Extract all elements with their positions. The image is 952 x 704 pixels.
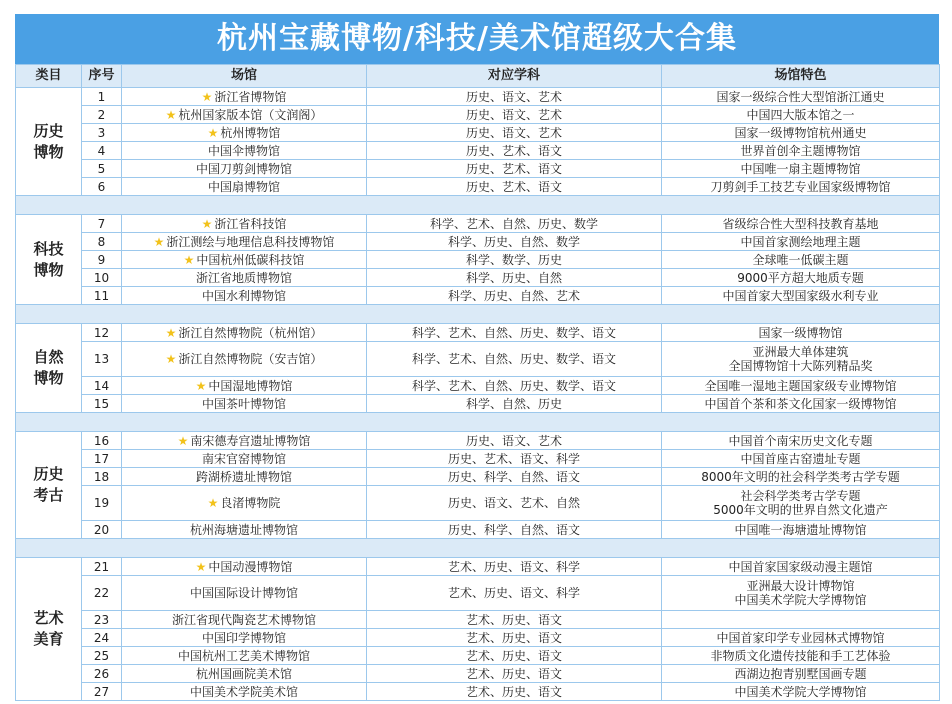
star-icon: ★ — [165, 325, 177, 340]
table-row — [16, 576, 940, 611]
features-cell — [662, 178, 940, 196]
features-cell — [662, 665, 940, 683]
table-row — [16, 432, 940, 450]
subjects-cell: 科学、艺术、自然、历史、数学 — [367, 215, 662, 233]
venue-name: 中国杭州工艺美术博物馆 — [177, 648, 310, 663]
feature-line: 社会科学类考古学专题 — [740, 489, 861, 503]
feature-line: 9000平方超大地质专题 — [737, 270, 864, 285]
features-cell — [662, 683, 940, 701]
star-icon: ★ — [153, 234, 165, 249]
table-row — [16, 665, 940, 683]
venue-cell — [122, 287, 367, 305]
feature-line: 中国美术学院大学博物馆 — [734, 593, 867, 607]
table-row — [16, 215, 940, 233]
category-label: 自然 — [33, 348, 64, 366]
venue-cell — [122, 629, 367, 647]
table-body — [16, 88, 940, 701]
header-row — [16, 65, 940, 88]
feature-line: 亚洲最大设计博物馆 — [746, 579, 855, 593]
venue-name: 中国伞博物馆 — [207, 143, 280, 158]
subjects-cell: 历史、语文、艺术 — [367, 124, 662, 142]
venue-name: 中国刀剪剑博物馆 — [195, 161, 292, 176]
venue-name: 中国茶叶博物馆 — [201, 396, 286, 411]
star-icon: ★ — [207, 496, 219, 510]
row-number: 22 — [82, 576, 122, 611]
feature-line: 世界首创伞主题博物馆 — [740, 143, 861, 158]
group-separator — [16, 539, 940, 558]
subjects-cell: 艺术、历史、语文 — [367, 665, 662, 683]
feature-line: 中国首个南宋历史文化专题 — [728, 433, 873, 448]
venue-name: 浙江省现代陶瓷艺术博物馆 — [171, 612, 316, 627]
category-label: 考古 — [33, 486, 64, 504]
venue-cell — [122, 251, 367, 269]
subjects-cell: 艺术、历史、语文 — [367, 647, 662, 665]
table-row — [16, 611, 940, 629]
venue-cell — [122, 269, 367, 287]
row-number: 16 — [82, 432, 122, 450]
feature-line: 中国首家测绘地理主题 — [740, 234, 861, 249]
subjects-cell: 历史、艺术、语文、科学 — [367, 450, 662, 468]
star-icon: ★ — [165, 107, 177, 122]
table-row — [16, 377, 940, 395]
features-cell — [662, 611, 940, 629]
category-cell — [16, 215, 82, 305]
table-row — [16, 287, 940, 305]
separator-cell — [16, 539, 940, 558]
row-number: 6 — [82, 178, 122, 196]
features-cell — [662, 160, 940, 178]
row-number: 24 — [82, 629, 122, 647]
table-row — [16, 450, 940, 468]
features-cell — [662, 251, 940, 269]
category-label: 美育 — [33, 630, 64, 648]
venue-name: 浙江省地质博物馆 — [195, 270, 292, 285]
row-number: 9 — [82, 251, 122, 269]
subjects-cell: 科学、历史、自然 — [367, 269, 662, 287]
features-cell — [662, 432, 940, 450]
subjects-cell: 历史、艺术、语文 — [367, 142, 662, 160]
feature-line: 西湖边抱青别墅国画专题 — [734, 666, 867, 681]
star-icon: ★ — [195, 559, 207, 574]
venue-cell — [122, 88, 367, 106]
feature-line: 省级综合性大型科技教育基地 — [722, 216, 879, 231]
header-category: 类目 — [16, 65, 82, 88]
table-row — [16, 558, 940, 576]
feature-line: 中国四大版本馆之一 — [746, 107, 855, 122]
category-label: 博物 — [33, 142, 64, 161]
row-number: 17 — [82, 450, 122, 468]
subjects-cell: 科学、历史、自然、艺术 — [367, 287, 662, 305]
venue-name: 中国杭州低碳科技馆 — [196, 252, 305, 267]
features-cell — [662, 269, 940, 287]
venue-cell — [122, 106, 367, 124]
feature-line: 国家一级综合性大型馆浙江通史 — [716, 89, 885, 104]
venue-name: 杭州海塘遗址博物馆 — [189, 522, 298, 537]
subjects-cell: 科学、历史、自然、数学 — [367, 233, 662, 251]
group-separator — [16, 196, 940, 215]
venue-name: 中国动漫博物馆 — [208, 559, 293, 574]
features-cell — [662, 468, 940, 486]
subjects-cell: 历史、科学、自然、语文 — [367, 521, 662, 539]
venue-name: 中国国际设计博物馆 — [189, 586, 298, 600]
page-title: 杭州宝藏博物/科技/美术馆超级大合集 — [15, 14, 939, 64]
table-row — [16, 324, 940, 342]
star-icon: ★ — [165, 352, 177, 366]
venue-name: 中国湿地博物馆 — [208, 378, 293, 393]
separator-cell — [16, 305, 940, 324]
feature-line: 全国博物馆十大陈列精品奖 — [728, 359, 873, 373]
category-label: 博物 — [33, 260, 64, 279]
venue-cell — [122, 160, 367, 178]
subjects-cell: 艺术、历史、语文、科学 — [367, 576, 662, 611]
feature-line: 全国唯一湿地主题国家级专业博物馆 — [704, 378, 897, 393]
venue-name: 中国水利博物馆 — [201, 288, 286, 303]
subjects-cell: 艺术、历史、语文 — [367, 611, 662, 629]
venue-cell — [122, 558, 367, 576]
feature-line: 5000年文明的世界自然文化遗产 — [713, 503, 888, 517]
feature-line: 中国美术学院大学博物馆 — [734, 684, 867, 699]
venue-cell — [122, 432, 367, 450]
feature-line: 中国首家印学专业园林式博物馆 — [716, 630, 885, 645]
features-cell — [662, 124, 940, 142]
venue-cell — [122, 683, 367, 701]
category-label: 历史 — [33, 465, 64, 483]
star-icon: ★ — [201, 89, 213, 104]
row-number: 20 — [82, 521, 122, 539]
venue-name: 跨湖桥遗址博物馆 — [195, 469, 292, 484]
row-number: 15 — [82, 395, 122, 413]
row-number: 18 — [82, 468, 122, 486]
table-row — [16, 251, 940, 269]
table-row — [16, 647, 940, 665]
subjects-cell: 科学、艺术、自然、历史、数学、语文 — [367, 377, 662, 395]
venue-cell — [122, 233, 367, 251]
feature-line: 亚洲最大单体建筑 — [752, 345, 849, 359]
feature-line: 国家一级博物馆杭州通史 — [734, 125, 867, 140]
venue-cell — [122, 324, 367, 342]
row-number: 3 — [82, 124, 122, 142]
feature-line: 8000年文明的社会科学类考古学专题 — [701, 469, 900, 484]
table-row — [16, 124, 940, 142]
subjects-cell: 艺术、历史、语文、科学 — [367, 558, 662, 576]
venue-name: 浙江测绘与地理信息科技博物馆 — [166, 234, 335, 249]
row-number: 21 — [82, 558, 122, 576]
category-cell — [16, 558, 82, 701]
table-row — [16, 106, 940, 124]
header-number: 序号 — [82, 65, 122, 88]
venue-cell — [122, 377, 367, 395]
features-cell — [662, 486, 940, 521]
star-icon: ★ — [201, 216, 213, 231]
subjects-cell: 艺术、历史、语文 — [367, 683, 662, 701]
features-cell — [662, 450, 940, 468]
row-number: 10 — [82, 269, 122, 287]
venue-name: 中国美术学院美术馆 — [189, 684, 298, 699]
separator-cell — [16, 413, 940, 432]
feature-line: 非物质文化遗传技能和手工艺体验 — [710, 648, 891, 663]
subjects-cell: 科学、自然、历史 — [367, 395, 662, 413]
museum-table — [15, 64, 940, 701]
table-row — [16, 233, 940, 251]
row-number: 19 — [82, 486, 122, 521]
table-row — [16, 178, 940, 196]
subjects-cell: 艺术、历史、语文 — [367, 629, 662, 647]
features-cell — [662, 233, 940, 251]
features-cell — [662, 324, 940, 342]
subjects-cell: 历史、科学、自然、语文 — [367, 468, 662, 486]
table-row — [16, 342, 940, 377]
feature-line: 中国首家国家级动漫主题馆 — [728, 559, 873, 574]
venue-cell — [122, 521, 367, 539]
star-icon: ★ — [183, 252, 195, 267]
row-number: 27 — [82, 683, 122, 701]
star-icon: ★ — [177, 433, 189, 448]
subjects-cell: 历史、语文、艺术、自然 — [367, 486, 662, 521]
feature-line: 全球唯一低碳主题 — [752, 252, 849, 267]
venue-name: 中国印学博物馆 — [201, 630, 286, 645]
venue-cell — [122, 142, 367, 160]
venue-name: 杭州国家版本馆（文润阁） — [178, 107, 323, 122]
venue-cell — [122, 178, 367, 196]
row-number: 12 — [82, 324, 122, 342]
venue-cell — [122, 647, 367, 665]
subjects-cell: 科学、艺术、自然、历史、数学、语文 — [367, 342, 662, 377]
table-row — [16, 629, 940, 647]
feature-line: 中国首座古窑遗址专题 — [740, 451, 861, 466]
table-row — [16, 521, 940, 539]
features-cell — [662, 106, 940, 124]
row-number: 7 — [82, 215, 122, 233]
venue-cell — [122, 486, 367, 521]
venue-cell — [122, 342, 367, 377]
features-cell — [662, 647, 940, 665]
features-cell — [662, 629, 940, 647]
venue-name: 南宋德寿宫遗址博物馆 — [190, 433, 311, 448]
venue-name: 中国扇博物馆 — [207, 179, 280, 194]
venue-cell — [122, 576, 367, 611]
table-row — [16, 269, 940, 287]
header-features: 场馆特色 — [662, 65, 940, 88]
features-cell — [662, 287, 940, 305]
venue-cell — [122, 665, 367, 683]
table-row — [16, 395, 940, 413]
table-row — [16, 142, 940, 160]
features-cell — [662, 377, 940, 395]
separator-cell — [16, 196, 940, 215]
category-label: 科技 — [33, 239, 64, 258]
venue-name: 浙江自然博物院（杭州馆） — [178, 325, 323, 340]
features-cell — [662, 558, 940, 576]
venue-cell — [122, 450, 367, 468]
star-icon: ★ — [207, 125, 219, 140]
venue-name: 浙江省博物馆 — [214, 89, 287, 104]
features-cell — [662, 395, 940, 413]
subjects-cell: 历史、艺术、语文 — [367, 178, 662, 196]
category-cell — [16, 88, 82, 196]
features-cell — [662, 342, 940, 377]
venue-cell — [122, 468, 367, 486]
feature-line: 国家一级博物馆 — [758, 325, 843, 340]
feature-line: 刀剪剑手工技艺专业国家级博物馆 — [710, 179, 891, 194]
row-number: 4 — [82, 142, 122, 160]
venue-cell — [122, 124, 367, 142]
subjects-cell: 科学、数学、历史 — [367, 251, 662, 269]
category-cell — [16, 432, 82, 539]
subjects-cell: 历史、语文、艺术 — [367, 432, 662, 450]
venue-name: 杭州国画院美术馆 — [195, 666, 292, 681]
feature-line: 中国唯一扇主题博物馆 — [740, 161, 861, 176]
subjects-cell: 科学、艺术、自然、历史、数学、语文 — [367, 324, 662, 342]
row-number: 14 — [82, 377, 122, 395]
features-cell — [662, 215, 940, 233]
row-number: 13 — [82, 342, 122, 377]
category-label: 历史 — [33, 121, 64, 140]
header-venue: 场馆 — [122, 65, 367, 88]
venue-name: 浙江省科技馆 — [214, 216, 287, 231]
row-number: 25 — [82, 647, 122, 665]
table-row — [16, 468, 940, 486]
row-number: 11 — [82, 287, 122, 305]
table-row — [16, 683, 940, 701]
row-number: 5 — [82, 160, 122, 178]
venue-name: 杭州博物馆 — [220, 125, 281, 140]
features-cell — [662, 88, 940, 106]
features-cell — [662, 142, 940, 160]
group-separator — [16, 305, 940, 324]
venue-name: 浙江自然博物院（安吉馆） — [178, 352, 323, 366]
row-number: 8 — [82, 233, 122, 251]
category-label: 博物 — [33, 369, 64, 387]
row-number: 2 — [82, 106, 122, 124]
venue-cell — [122, 395, 367, 413]
row-number: 1 — [82, 88, 122, 106]
table-row — [16, 160, 940, 178]
subjects-cell: 历史、艺术、语文 — [367, 160, 662, 178]
table-row — [16, 88, 940, 106]
venue-name: 南宋官窑博物馆 — [201, 451, 286, 466]
row-number: 23 — [82, 611, 122, 629]
venue-cell — [122, 611, 367, 629]
venue-cell — [122, 215, 367, 233]
category-label: 艺术 — [33, 609, 64, 627]
row-number: 26 — [82, 665, 122, 683]
features-cell — [662, 521, 940, 539]
group-separator — [16, 413, 940, 432]
feature-line: 中国首家大型国家级水利专业 — [722, 288, 879, 303]
feature-line: 中国首个茶和茶文化国家一级博物馆 — [704, 396, 897, 411]
subjects-cell: 历史、语文、艺术 — [367, 106, 662, 124]
venue-name: 良渚博物院 — [220, 496, 281, 510]
category-cell — [16, 324, 82, 413]
subjects-cell: 历史、语文、艺术 — [367, 88, 662, 106]
feature-line: 中国唯一海塘遗址博物馆 — [734, 522, 867, 537]
table-row — [16, 486, 940, 521]
header-subjects: 对应学科 — [367, 65, 662, 88]
features-cell — [662, 576, 940, 611]
star-icon: ★ — [195, 378, 207, 393]
